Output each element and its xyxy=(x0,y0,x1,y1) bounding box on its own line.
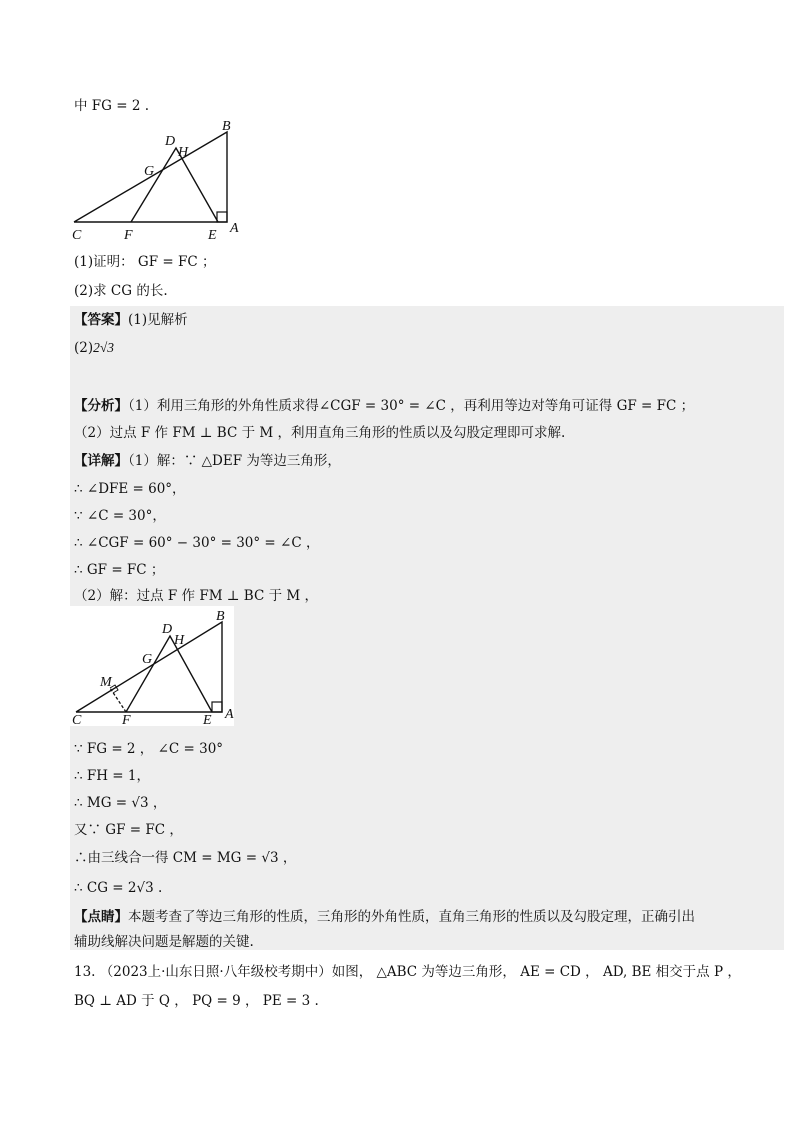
figure-2 xyxy=(70,606,234,726)
question-1: (1)证明： GF = FC ； xyxy=(74,254,216,270)
analysis-text-1: （1）利用三角形的外角性质求得∠CGF = 30° = ∠C ，再利用等边对等角可证得 GF = FC ； xyxy=(128,398,695,414)
label-f2: F xyxy=(122,713,131,726)
question-2: (2)求 CG 的长. xyxy=(74,283,168,299)
label-h: H xyxy=(178,145,189,160)
label-b2: B xyxy=(216,609,225,624)
step-1: ∵ FG = 2 ， ∠C = 30° xyxy=(74,741,224,757)
label-e2: E xyxy=(203,713,212,726)
problem-13-line-2: BQ ⊥ AD 于 Q ， PQ = 9 ， PE = 3 . xyxy=(74,993,319,1009)
detail-line-2: ∴ ∠DFE = 60°， xyxy=(74,481,186,497)
step-4: 又∵ GF = FC ， xyxy=(74,822,183,838)
answer-line xyxy=(74,310,188,330)
step-2: ∴ FH = 1， xyxy=(74,768,151,784)
step-5: ∴由三线合一得 CM = MG = √3 ， xyxy=(74,850,297,866)
label-m2: M xyxy=(100,675,112,690)
detail-line-4: ∴ ∠CGF = 60° − 30° = 30° = ∠C ， xyxy=(74,535,320,551)
label-d2: D xyxy=(162,622,173,637)
detail-label: 【详解】 xyxy=(74,453,128,469)
label-b: B xyxy=(222,119,231,134)
figure-1 xyxy=(70,118,260,246)
analysis-line-1 xyxy=(74,396,694,416)
answer-label: 【答案】 xyxy=(74,312,128,328)
label-c2: C xyxy=(72,713,82,726)
answer-1: (1)见解析 xyxy=(128,312,188,328)
top-line: 中 FG = 2 . xyxy=(74,98,150,114)
comment-label: 【点睛】 xyxy=(74,909,128,925)
detail-line-5: ∴ GF = FC ； xyxy=(74,562,165,578)
detail-text-1: （1）解：∵ △DEF 为等边三角形， xyxy=(128,453,341,469)
analysis-label: 【分析】 xyxy=(74,398,128,414)
label-a2: A xyxy=(225,707,234,722)
label-g: G xyxy=(144,164,155,179)
analysis-line-2: （2）过点 F 作 FM ⊥ BC 于 M ，利用直角三角形的性质以及勾股定理即可求解. xyxy=(74,425,566,441)
detail-line-1 xyxy=(74,451,341,471)
label-d: D xyxy=(165,134,176,149)
label-c: C xyxy=(72,228,82,243)
label-f: F xyxy=(124,228,133,243)
comment-text-1: 本题考查了等边三角形的性质，三角形的外角性质，直角三角形的性质以及勾股定理，正确引出 xyxy=(128,909,695,925)
answer-2-prefix: (2) xyxy=(74,340,94,356)
label-e: E xyxy=(208,228,217,243)
label-g2: G xyxy=(142,652,153,667)
step-6: ∴ CG = 2√3 . xyxy=(74,880,163,896)
answer-2 xyxy=(74,338,114,358)
comment-line-1 xyxy=(74,907,695,927)
step-3: ∴ MG = √3 ， xyxy=(74,795,167,811)
answer-2-value: 2√3 xyxy=(93,340,115,355)
problem-13-line-1: 13. （2023上·山东日照·八年级校考期中）如图， △ABC 为等边三角形， AE = CD ， AD, BE 相交于点 P ， xyxy=(74,964,741,980)
comment-line-2: 辅助线解决问题是解题的关键. xyxy=(74,934,254,950)
label-a: A xyxy=(230,221,239,236)
label-h2: H xyxy=(174,633,185,648)
detail-line-3: ∵ ∠C = 30°， xyxy=(74,508,166,524)
detail-line-6: （2）解：过点 F 作 FM ⊥ BC 于 M ， xyxy=(74,588,318,604)
